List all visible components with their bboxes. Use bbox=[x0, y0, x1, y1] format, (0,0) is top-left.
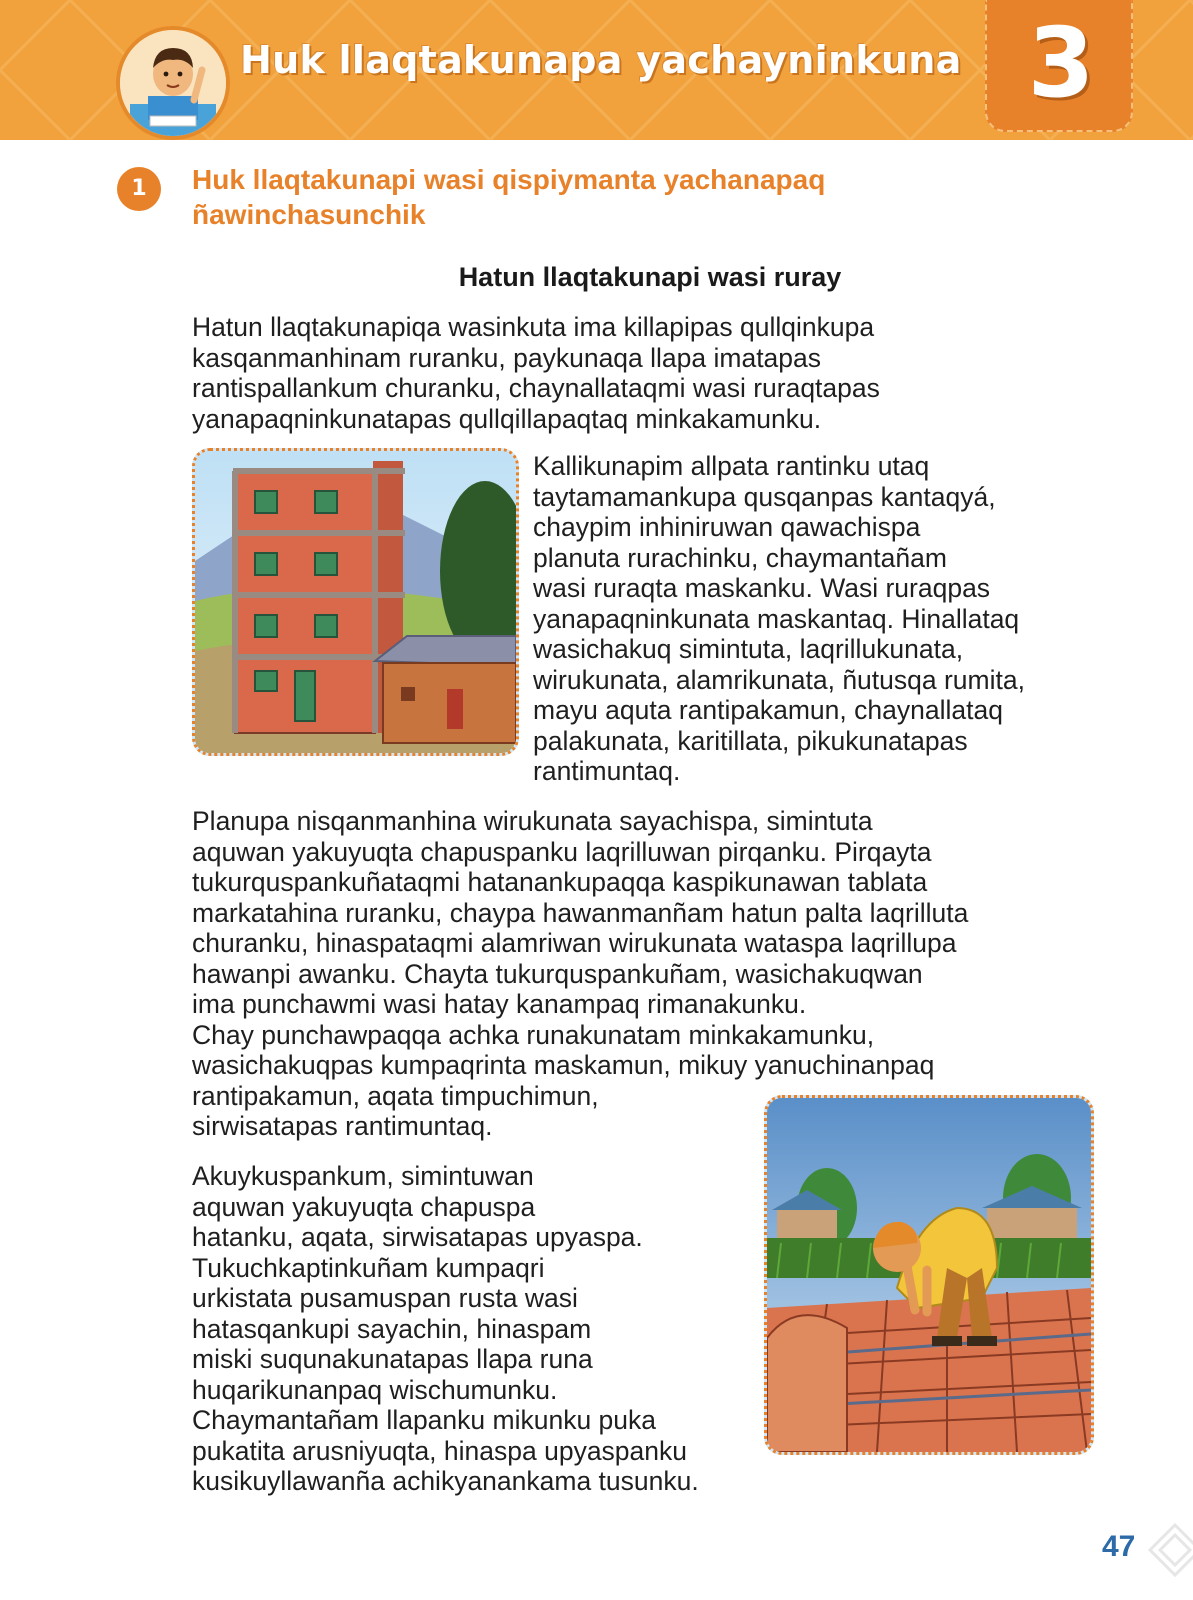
chapter-header bbox=[0, 0, 1193, 140]
chapter-title: Huk llaqtakunapa yachayninkuna bbox=[240, 38, 962, 82]
text-line: yanapaqninkunata maskantaq. Hinallataq bbox=[533, 603, 1020, 634]
chapter-number: 3 bbox=[1027, 7, 1095, 119]
text-line: palakunata, karitillata, pikukunatapas bbox=[533, 725, 968, 756]
text-line: pukatita arusniyuqta, hinaspa upyaspanku bbox=[192, 1435, 688, 1466]
paragraph-2 bbox=[533, 451, 1025, 787]
brick-building-illustration bbox=[192, 448, 519, 756]
paragraph-1 bbox=[192, 312, 880, 434]
text-line: rantimuntaq. bbox=[533, 756, 681, 786]
text-line: aquwan yakuyuqta chapuspanku laqrilluwan pirqanku. Pirqayta bbox=[192, 836, 932, 867]
section-title bbox=[192, 162, 952, 232]
text-line: churanku, hinaspataqmi alamriwan wirukunata wataspa laqrillupa bbox=[192, 928, 957, 958]
bricklayer-illustration bbox=[764, 1095, 1094, 1455]
text-line: mayu aquta rantipakamun, chaynallataq bbox=[533, 695, 1003, 725]
child-reading-icon bbox=[116, 26, 230, 140]
text-line: urkistata pusamuspan rusta wasi bbox=[192, 1283, 578, 1313]
text-line: rantispallankum churanku, chaynallataqmi wasi ruraqtapas bbox=[192, 373, 880, 403]
paragraph-3 bbox=[192, 806, 968, 1142]
text-line: ima punchawmi wasi hatay kanampaq rimanakunku. bbox=[192, 989, 807, 1019]
reading-title: Hatun llaqtakunapi wasi ruray bbox=[458, 262, 842, 292]
text-line: markatahina ruranku, chaypa hawanmanñam hatun palta laqrilluta bbox=[192, 897, 969, 928]
text-line: Hatun llaqtakunapiqa wasinkuta ima killapipas qullqinkupa bbox=[192, 312, 875, 342]
text-line: yanapaqninkunatapas qullqillapaqtaq minkakamunku. bbox=[192, 403, 822, 434]
text-line: Chaymantañam llapanku mikunku puka bbox=[192, 1405, 657, 1435]
text-line: Planupa nisqanmanhina wirukunata sayachispa, simintuta bbox=[192, 806, 873, 836]
text-line: wasi ruraqta maskanku. Wasi ruraqpas bbox=[533, 573, 991, 603]
text-line: rantipakamun, aqata timpuchimun, bbox=[192, 1080, 599, 1111]
text-line: miski suqunakunatapas llapa runa bbox=[192, 1344, 593, 1374]
text-line: tukurquspankuñataqmi hatanankupaqqa kaspikunawan tablata bbox=[192, 867, 928, 897]
text-line: huqarikunanpaq wischumunku. bbox=[192, 1374, 558, 1405]
text-line: chaypim inhiniruwan qawachispa bbox=[533, 512, 921, 542]
text-line: Chay punchawpaqqa achka runakunatam minkakamunku, bbox=[192, 1019, 875, 1050]
text-line: aquwan yakuyuqta chapuspa bbox=[192, 1191, 536, 1222]
text-line: hatasqankupi sayachin, hinaspam bbox=[192, 1313, 592, 1344]
section-title-line: ñawinchasunchik bbox=[192, 199, 426, 230]
text-line: sirwisatapas rantimuntaq. bbox=[192, 1111, 493, 1141]
text-line: hawanpi awanku. Chayta tukurquspankuñam, wasichakuqwan bbox=[192, 958, 923, 989]
text-line: Kallikunapim allpata rantinku utaq bbox=[533, 451, 930, 481]
section-number-badge: 1 bbox=[117, 167, 161, 211]
text-line: planuta rurachinku, chaymantañam bbox=[533, 542, 947, 573]
text-line: wasichakuq simintuta, laqrillukunata, bbox=[533, 634, 964, 664]
text-line: Akuykuspankum, simintuwan bbox=[192, 1161, 534, 1191]
section-title-line: Huk llaqtakunapi wasi qispiymanta yachanapaq bbox=[192, 164, 826, 195]
text-line: Tukuchkaptinkuñam kumpaqri bbox=[192, 1252, 545, 1283]
paragraph-4 bbox=[192, 1161, 699, 1497]
text-line: wasichakuqpas kumpaqrinta maskamun, mikuy yanuchinanpaq bbox=[192, 1050, 935, 1080]
text-line: kusikuyllawanña achikyanankama tusunku. bbox=[192, 1466, 699, 1496]
text-line: hatanku, aqata, sirwisatapas upyaspa. bbox=[192, 1222, 643, 1252]
text-line: wirukunata, alamrikunata, ñutusqa rumita, bbox=[533, 664, 1025, 695]
page-number: 47 bbox=[1102, 1530, 1136, 1563]
text-line: taytamamankupa qusqanpas kantaqyá, bbox=[533, 481, 996, 512]
text-line: kasqanmanhinam ruranku, paykunaqa llapa imatapas bbox=[192, 342, 822, 373]
chapter-number-tab bbox=[985, 0, 1133, 132]
corner-pattern bbox=[1140, 1500, 1193, 1600]
